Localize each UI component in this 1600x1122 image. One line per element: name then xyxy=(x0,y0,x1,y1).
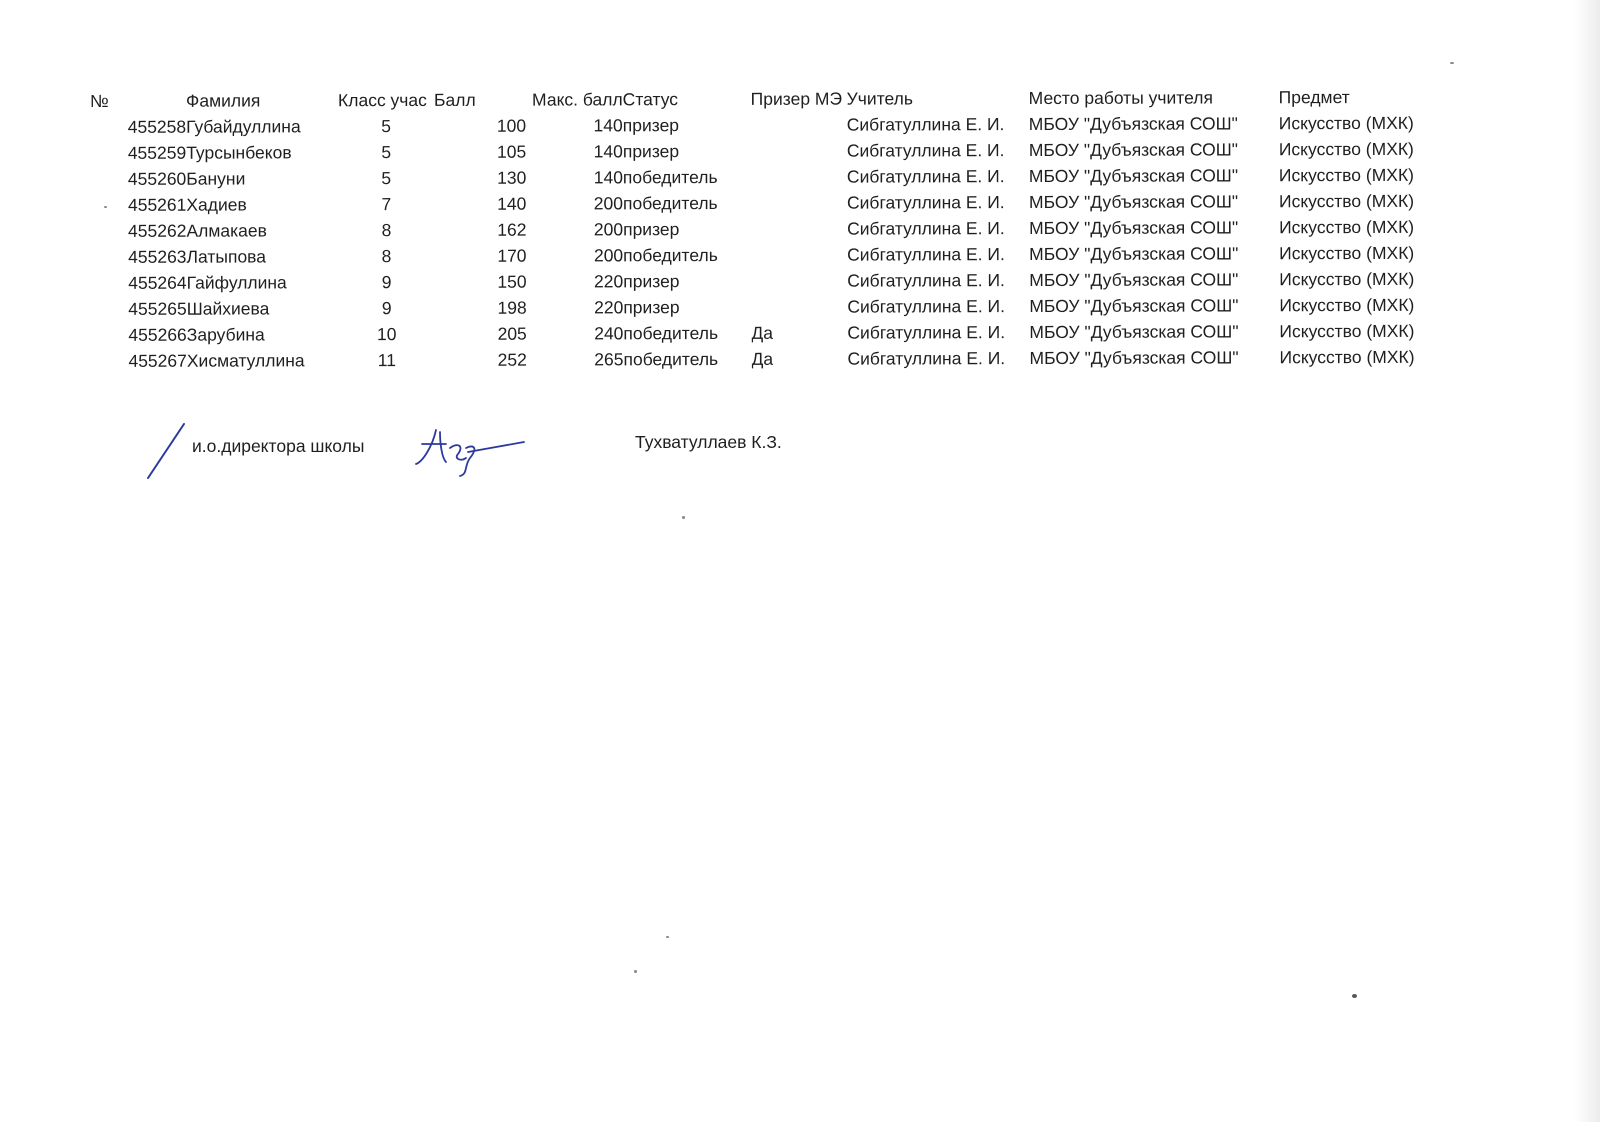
header-workplace: Место работы учителя xyxy=(1028,86,1213,108)
scan-edge-shadow xyxy=(1574,0,1600,1122)
participant-teacher: Сибгатуллина Е. И. xyxy=(847,321,1006,343)
participant-score: 105 xyxy=(496,141,527,162)
participant-workplace: МБОУ "Дубъязская СОШ" xyxy=(1028,112,1238,134)
scan-speck xyxy=(682,516,685,519)
participant-score: 150 xyxy=(497,271,527,292)
participant-score: 198 xyxy=(497,297,527,318)
participant-max-score: 240 xyxy=(594,322,624,343)
participant-id: 455262 xyxy=(128,220,187,241)
participant-prize: Да xyxy=(751,322,774,343)
participant-id: 455260 xyxy=(127,168,187,189)
participant-subject: Искусство (МХК) xyxy=(1278,112,1414,133)
participant-id: 455267 xyxy=(128,350,187,371)
participant-subject: Искусство (МХК) xyxy=(1278,190,1415,211)
header-subject: Предмет xyxy=(1278,86,1350,107)
participant-workplace: МБОУ "Дубъязская СОШ" xyxy=(1029,294,1239,316)
header-score: Балл xyxy=(434,89,476,110)
participant-class: 9 xyxy=(381,297,392,318)
scan-speck xyxy=(634,970,637,973)
participant-teacher: Сибгатуллина Е. И. xyxy=(847,295,1006,317)
participant-max-score: 265 xyxy=(594,348,624,369)
participant-class: 8 xyxy=(381,219,392,240)
participant-subject: Искусство (МХК) xyxy=(1279,242,1415,263)
scan-speck xyxy=(1352,994,1357,998)
participant-workplace: МБОУ "Дубъязская СОШ" xyxy=(1029,216,1239,238)
participant-prize xyxy=(751,268,847,294)
participant-max-score: 140 xyxy=(593,114,623,135)
participant-id: 455266 xyxy=(128,324,187,345)
participant-workplace: МБОУ "Дубъязская СОШ" xyxy=(1028,138,1238,160)
participant-prize xyxy=(751,216,847,242)
participant-id: 455265 xyxy=(128,298,187,319)
participant-surname: Зарубина xyxy=(186,323,265,345)
participant-status: победитель xyxy=(623,244,718,265)
participant-id: 455263 xyxy=(128,246,187,267)
header-class: Класс учас xyxy=(338,89,427,110)
participant-status: победитель xyxy=(622,192,718,213)
participant-subject: Искусство (МХК) xyxy=(1279,320,1415,341)
participant-workplace: МБОУ "Дубъязская СОШ" xyxy=(1029,242,1239,264)
participant-subject: Искусство (МХК) xyxy=(1279,346,1415,367)
participant-teacher: Сибгатуллина Е. И. xyxy=(847,347,1006,369)
participant-class: 5 xyxy=(381,167,392,188)
participant-status: победитель xyxy=(623,322,719,343)
participant-max-score: 140 xyxy=(593,166,623,187)
participant-score: 130 xyxy=(497,167,527,188)
participant-surname: Турсынбеков xyxy=(186,141,292,163)
participant-prize: Да xyxy=(751,348,774,369)
participant-subject: Искусство (МХК) xyxy=(1279,268,1415,289)
header-status: Статус xyxy=(622,88,679,109)
participant-class: 5 xyxy=(381,115,392,136)
participant-score: 170 xyxy=(497,245,527,266)
participant-surname: Хисматуллина xyxy=(186,349,305,371)
participant-workplace: МБОУ "Дубъязская СОШ" xyxy=(1028,164,1239,186)
participant-max-score: 220 xyxy=(593,270,624,291)
scan-speck xyxy=(666,936,669,938)
participant-class: 7 xyxy=(381,193,392,214)
participant-status: призер xyxy=(623,218,680,239)
participant-score: 140 xyxy=(497,193,527,214)
participant-subject: Искусство (МХК) xyxy=(1278,164,1414,185)
participant-workplace: МБОУ "Дубъязская СОШ" xyxy=(1029,346,1239,368)
participant-class: 9 xyxy=(381,271,392,292)
participant-status: призер xyxy=(622,140,680,161)
header-surname: Фамилия xyxy=(186,89,261,111)
participant-prize xyxy=(751,164,847,190)
participant-subject: Искусство (МХК) xyxy=(1279,216,1415,237)
participant-surname: Гайфуллина xyxy=(186,271,287,293)
participant-prize xyxy=(751,190,847,216)
participant-prize xyxy=(751,112,847,138)
participant-score: 100 xyxy=(496,115,527,136)
participant-teacher: Сибгатуллина Е. И. xyxy=(846,165,1005,187)
participant-score: 252 xyxy=(497,349,527,370)
header-teacher: Учитель xyxy=(846,87,914,109)
participant-status: призер xyxy=(623,296,680,317)
header-prize: Призер МЭ xyxy=(750,88,843,109)
scan-speck xyxy=(104,206,107,208)
handwritten-signature xyxy=(416,430,524,476)
participant-subject: Искусство (МХК) xyxy=(1278,138,1414,159)
participant-score: 205 xyxy=(497,323,527,344)
participant-class: 11 xyxy=(377,349,396,370)
participant-score: 162 xyxy=(497,219,527,240)
participant-status: призер xyxy=(623,270,680,291)
participant-surname: Хадиев xyxy=(186,194,247,215)
header-max-score: Макс. балл xyxy=(532,88,623,110)
participant-class: 10 xyxy=(377,323,397,344)
participant-id: 455261 xyxy=(127,194,187,215)
results-table xyxy=(90,84,1440,374)
participant-class: 8 xyxy=(381,245,392,266)
participant-teacher: Сибгатуллина Е. И. xyxy=(847,243,1005,265)
participant-prize xyxy=(751,138,847,164)
participant-id: 455264 xyxy=(128,272,187,293)
participant-prize xyxy=(751,294,847,320)
participant-teacher: Сибгатуллина Е. И. xyxy=(846,139,1005,161)
participant-prize xyxy=(751,242,847,268)
participant-status: призер xyxy=(622,114,680,135)
participant-teacher: Сибгатуллина Е. И. xyxy=(846,191,1005,213)
participant-max-score: 200 xyxy=(593,244,624,265)
participant-surname: Латыпова xyxy=(186,245,267,267)
participant-surname: Алмакаев xyxy=(186,219,267,241)
participant-surname: Бануни xyxy=(186,168,246,189)
participant-max-score: 220 xyxy=(594,296,624,317)
participant-max-score: 200 xyxy=(593,192,624,213)
participant-class: 5 xyxy=(381,141,392,162)
footer-position: и.о.директора школы xyxy=(192,436,365,456)
scan-speck xyxy=(1450,62,1454,64)
footer-director-name: Тухватуллаев К.З. xyxy=(635,432,782,452)
participant-teacher: Сибгатуллина Е. И. xyxy=(847,217,1005,239)
participant-max-score: 140 xyxy=(593,140,623,161)
participant-id: 455259 xyxy=(127,142,187,163)
header-no: № xyxy=(90,90,109,111)
participant-status: победитель xyxy=(623,348,719,369)
participant-workplace: МБОУ "Дубъязская СОШ" xyxy=(1029,320,1239,342)
table-row xyxy=(91,344,1440,374)
participant-surname: Шайхиева xyxy=(186,297,270,319)
participant-teacher: Сибгатуллина Е. И. xyxy=(846,113,1005,135)
participant-surname: Губайдуллина xyxy=(186,115,301,137)
participant-id: 455258 xyxy=(127,116,187,137)
participant-subject: Искусство (МХК) xyxy=(1279,294,1415,315)
participant-teacher: Сибгатуллина Е. И. xyxy=(847,269,1005,291)
participant-workplace: МБОУ "Дубъязская СОШ" xyxy=(1029,268,1239,290)
participant-max-score: 200 xyxy=(593,218,624,239)
participant-status: победитель xyxy=(622,166,718,187)
participant-workplace: МБОУ "Дубъязская СОШ" xyxy=(1028,190,1239,212)
